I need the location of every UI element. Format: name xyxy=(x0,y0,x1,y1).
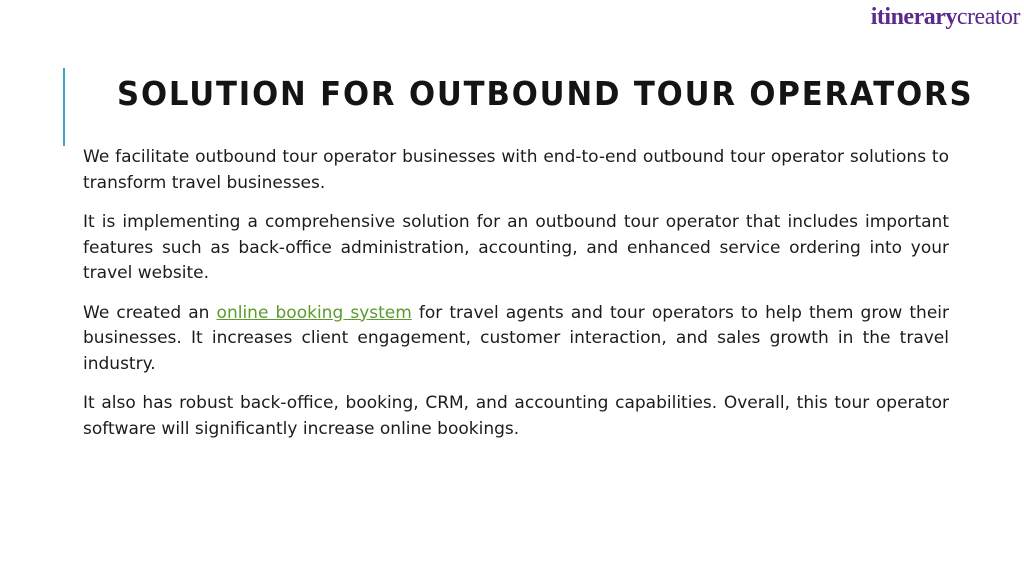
paragraph-1: We facilitate outbound tour operator businesses with end-to-end outbound tour operator solutions to transform travel businesses. xyxy=(83,147,949,193)
paragraph-4: It also has robust back-office, booking, CRM, and accounting capabilities. Overall, this tour operator software will significantly increase online bookings. xyxy=(83,393,949,439)
paragraph-2: It is implementing a comprehensive solution for an outbound tour operator that includes important features such as back-office administration, accounting, and enhanced service ordering into your travel website. xyxy=(83,212,949,283)
title-accent-bar xyxy=(63,68,65,146)
slide-body xyxy=(83,145,949,456)
logo-text-creator: creator xyxy=(956,4,1020,30)
paragraph-3-intro: We created an xyxy=(83,302,217,323)
online-booking-system-link[interactable]: online booking system xyxy=(216,302,412,323)
slide-title: SOLUTION FOR OUTBOUND TOUR OPERATORS xyxy=(117,74,974,113)
logo-text-itinerary: itinerary xyxy=(870,4,957,30)
paragraph-3-rest: for travel agents and tour operators to help them grow their businesses. It increases client engagement, customer interaction, and sales growth in the travel industry. xyxy=(83,302,949,374)
paragraph-3 xyxy=(83,301,949,378)
itinerarycreator-logo xyxy=(871,3,1020,31)
